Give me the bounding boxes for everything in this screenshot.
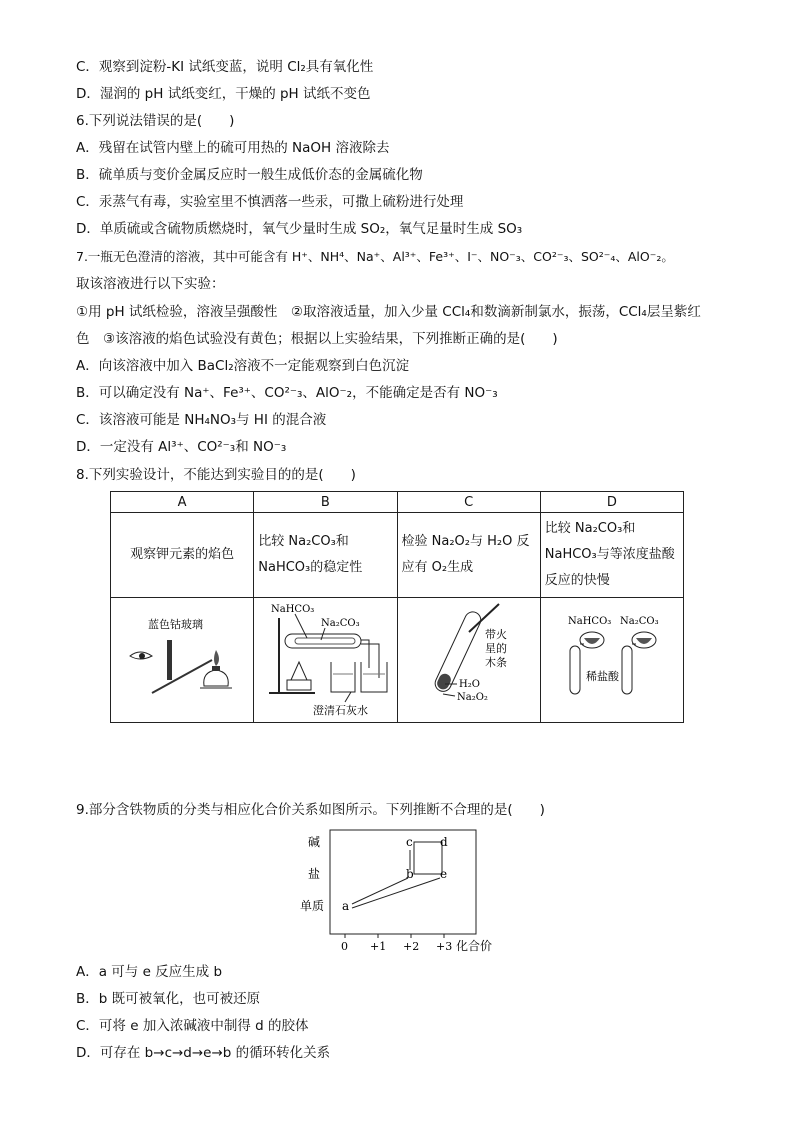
desc-c: 检验 Na₂O₂与 H₂O 反应有 O₂生成 <box>397 513 540 598</box>
x-label-p1: +1 <box>370 940 387 953</box>
desc-d: 比较 Na₂CO₃和 NaHCO₃与等浓度盐酸反应的快慢 <box>540 513 683 598</box>
figD-label-na2co3: Na₂CO₃ <box>619 616 659 627</box>
q7-option-b: B．可以确定没有 Na⁺、Fe³⁺、CO²⁻₃、AlO⁻₂，不能确定是否有 NO⁻₃ <box>76 385 498 401</box>
q6-option-b: B．硫单质与变价金属反应时一般生成低价态的金属硫化物 <box>76 167 423 183</box>
q7-stem-line4: 色 ③该溶液的焰色试验没有黄色；根据以上实验结果，下列推断正确的是( ) <box>76 331 558 347</box>
q7-option-a: A．向该溶液中加入 BaCl₂溶液不一定能观察到白色沉淀 <box>76 358 410 374</box>
q6-option-a: A．残留在试管内壁上的硫可用热的 NaOH 溶液除去 <box>76 140 390 156</box>
q9-option-b: B．b 既可被氧化，也可被还原 <box>76 991 261 1007</box>
diagram-frame <box>330 830 476 934</box>
point-a: a <box>342 899 350 913</box>
x-label-0: 0 <box>341 940 348 953</box>
figure-b <box>254 598 397 723</box>
figC-label-h2o: H₂O <box>458 679 480 690</box>
x-label-p3: +3 <box>436 940 453 953</box>
q7-stem-line1: 7.一瓶无色澄清的溶液，其中可能含有 H⁺、NH⁴、Na⁺、Al³⁺、Fe³⁺、I⁻、NO⁻₃、CO²⁻₃、SO²⁻₄、AlO⁻₂。 <box>76 249 674 264</box>
col-header-d: D <box>540 492 683 513</box>
q7-stem-line3: ①用 pH 试纸检验，溶液呈强酸性 ②取溶液适量，加入少量 CCl₄和数滴新制氯水，振荡，CCl₄层呈紫红 <box>76 304 701 320</box>
point-c: c <box>406 835 413 849</box>
figB-label-nahco3: NaHCO₃ <box>271 604 315 615</box>
y-label-element: 单质 <box>300 899 325 913</box>
q5-option-d: D．湿润的 pH 试纸变红，干燥的 pH 试纸不变色 <box>76 86 371 102</box>
q6-option-c: C．汞蒸气有毒，实验室里不慎洒落一些汞，可撒上硫粉进行处理 <box>76 194 464 210</box>
figC-label-2: 星的 <box>484 642 507 655</box>
figD-label-nahco3: NaHCO₃ <box>567 616 612 627</box>
figB-label-limewater: 澄清石灰水 <box>313 704 369 717</box>
q7-stem-line2: 取该溶液进行以下实验： <box>76 276 225 292</box>
figure-d <box>540 598 683 723</box>
q9-option-d: D．可存在 b→c→d→e→b 的循环转化关系 <box>76 1045 331 1061</box>
q9-stem: 9.部分含铁物质的分类与相应化合价关系如图所示。下列推断不合理的是( ) <box>76 802 545 818</box>
x-label-p2: +2 <box>403 940 420 953</box>
col-header-a: A <box>111 492 254 513</box>
q9-option-c: C．可将 e 加入浓碱液中制得 d 的胶体 <box>76 1018 309 1034</box>
desc-b: 比较 Na₂CO₃和 NaHCO₃的稳定性 <box>254 513 397 598</box>
point-b: b <box>406 867 414 881</box>
figC-label-na2o2: Na₂O₂ <box>456 692 488 703</box>
desc-a: 观察钾元素的焰色 <box>111 513 254 598</box>
point-e: e <box>440 867 448 881</box>
figD-label-hcl: 稀盐酸 <box>585 670 619 683</box>
y-label-base: 碱 <box>308 835 321 849</box>
col-header-c: C <box>397 492 540 513</box>
y-label-salt: 盐 <box>308 867 321 881</box>
q9-valence-diagram <box>300 826 500 956</box>
point-d: d <box>440 835 448 849</box>
figC-label-3: 木条 <box>484 656 507 669</box>
figure-a <box>111 598 254 723</box>
q5-option-c: C．观察到淀粉-KI 试纸变蓝，说明 Cl₂具有氧化性 <box>76 59 374 75</box>
q6-stem: 6.下列说法错误的是( ) <box>76 113 235 129</box>
col-header-b: B <box>254 492 397 513</box>
q9-option-a: A．a 可与 e 反应生成 b <box>76 964 223 980</box>
x-axis-title: 化合价 <box>456 939 493 953</box>
c-d-e-box <box>414 842 442 874</box>
figB-label-na2co3: Na₂CO₃ <box>321 618 360 629</box>
q8-experiment-table <box>110 491 684 723</box>
q8-stem: 8.下列实验设计，不能达到实验目的的是( ) <box>76 467 356 483</box>
q7-option-d: D．一定没有 Al³⁺、CO²⁻₃和 NO⁻₃ <box>76 439 287 455</box>
q7-option-c: C．该溶液可能是 NH₄NO₃与 HI 的混合液 <box>76 412 327 428</box>
figC-label-1: 带火 <box>484 628 507 641</box>
q6-option-d: D．单质硫或含硫物质燃烧时，氧气少量时生成 SO₂，氧气足量时生成 SO₃ <box>76 221 523 237</box>
figure-c <box>397 598 540 723</box>
figA-label: 蓝色钴玻璃 <box>148 618 204 631</box>
